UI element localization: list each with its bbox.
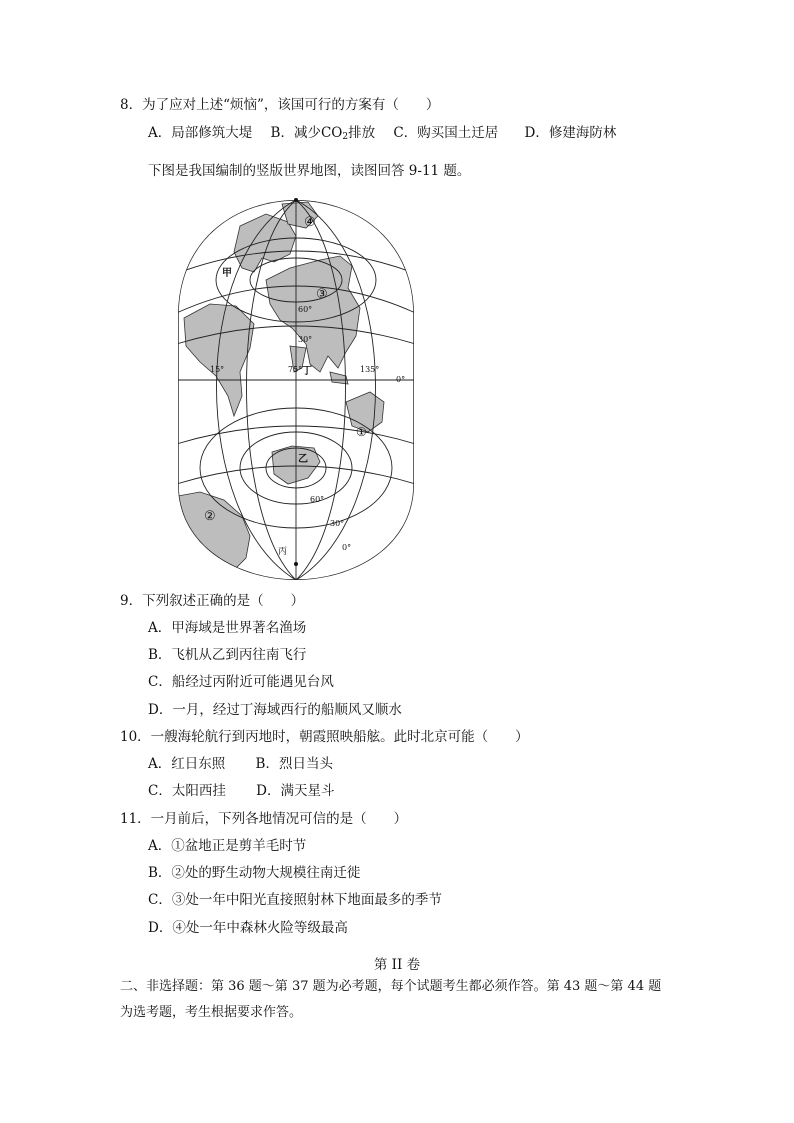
q8-option-b-tail: 排放 [348,125,376,141]
africa-shape [184,304,254,416]
q9-option-c: C．船经过丙附近可能遇见台风 [148,674,334,690]
q8-option-b-text: B．减少 [270,125,321,141]
label-lat60n: 60° [298,305,313,314]
label-jia: 甲 [222,268,232,279]
q11-option-c: C．③处一年中阳光直接照射林下地面最多的季节 [148,892,442,908]
map-intro: 下图是我国编制的竖版世界地图，读图回答 9-11 题。 [148,163,471,179]
q10-option-c: C．太阳西挂 [148,783,226,799]
label-lat30n: 30° [298,335,313,344]
part2-instructions-line2: 为选考题，考生根据要求作答。 [120,1005,303,1020]
label-c2: ② [204,509,216,524]
label-yi: 乙 [298,454,308,465]
q8-options [148,124,616,146]
q8-stem: 8．为了应对上述“烦恼”，该国可行的方案有（ ） [120,97,440,113]
south-america-shape [178,492,250,572]
q10-stem: 10．一艘海轮航行到丙地时，朝霞照映船舷。此时北京可能（ ） [120,729,529,745]
q9-option-b: B．飞机从乙到丙往南飞行 [148,647,307,663]
label-lon15: 15° [210,365,225,374]
q10-options-row1 [148,755,333,773]
label-lat30s: 30° [330,519,345,528]
label-ding: 丁 [302,366,312,377]
label-bing: 丙 [278,547,288,557]
q8-option-b-sub: 2 [342,132,349,142]
q9-option-d: D．一月，经过丁海域西行的船顺风又顺水 [148,702,402,718]
q11-option-b: B．②处的野生动物大规模往南迁徙 [148,865,361,881]
q10-option-a: A．红日东照 [148,756,226,772]
q11-option-d: D．④处一年中森林火险等级最高 [148,920,348,936]
label-c4: ④ [304,215,316,230]
q8-option-d: D．修建海防林 [524,125,617,141]
part2-instructions-line1: 二、非选择题：第 36 题～第 37 题为必考题，每个试题考生都必须作答。第 43 题～第 44 题 [120,979,662,994]
q11-stem: 11．一月前后，下列各地情况可信的是（ ） [120,811,408,827]
north-pole-dot [294,198,298,202]
label-lat60s: 60° [310,495,325,504]
south-dot [294,562,298,566]
label-c1: ① [356,425,367,439]
q10-option-d: D．满天星斗 [256,783,335,799]
part2-title: 第 II 卷 [373,957,421,973]
label-lon75: 75° [288,365,303,374]
label-lon135: 135° [360,365,380,374]
q10-option-b: B．烈日当头 [255,756,333,772]
q10-options-row2 [148,782,334,800]
q8-option-b-chem: CO [320,125,343,141]
q9-stem: 9．下列叙述正确的是（ ） [120,593,305,609]
eurasia-shape [266,256,360,372]
q9-option-a: A．甲海域是世界著名渔场 [148,620,307,636]
world-map-vertical [170,196,422,580]
label-lon0: 0° [396,375,406,384]
label-lat0s: 0° [342,543,352,552]
label-c3: ③ [316,287,328,302]
q11-option-a: A．①盆地正是剪羊毛时节 [148,838,307,854]
q8-option-b [271,124,376,146]
q8-option-a: A．局部修筑大堤 [148,125,253,141]
q8-option-c: C．购买国土迁居 [393,125,499,141]
